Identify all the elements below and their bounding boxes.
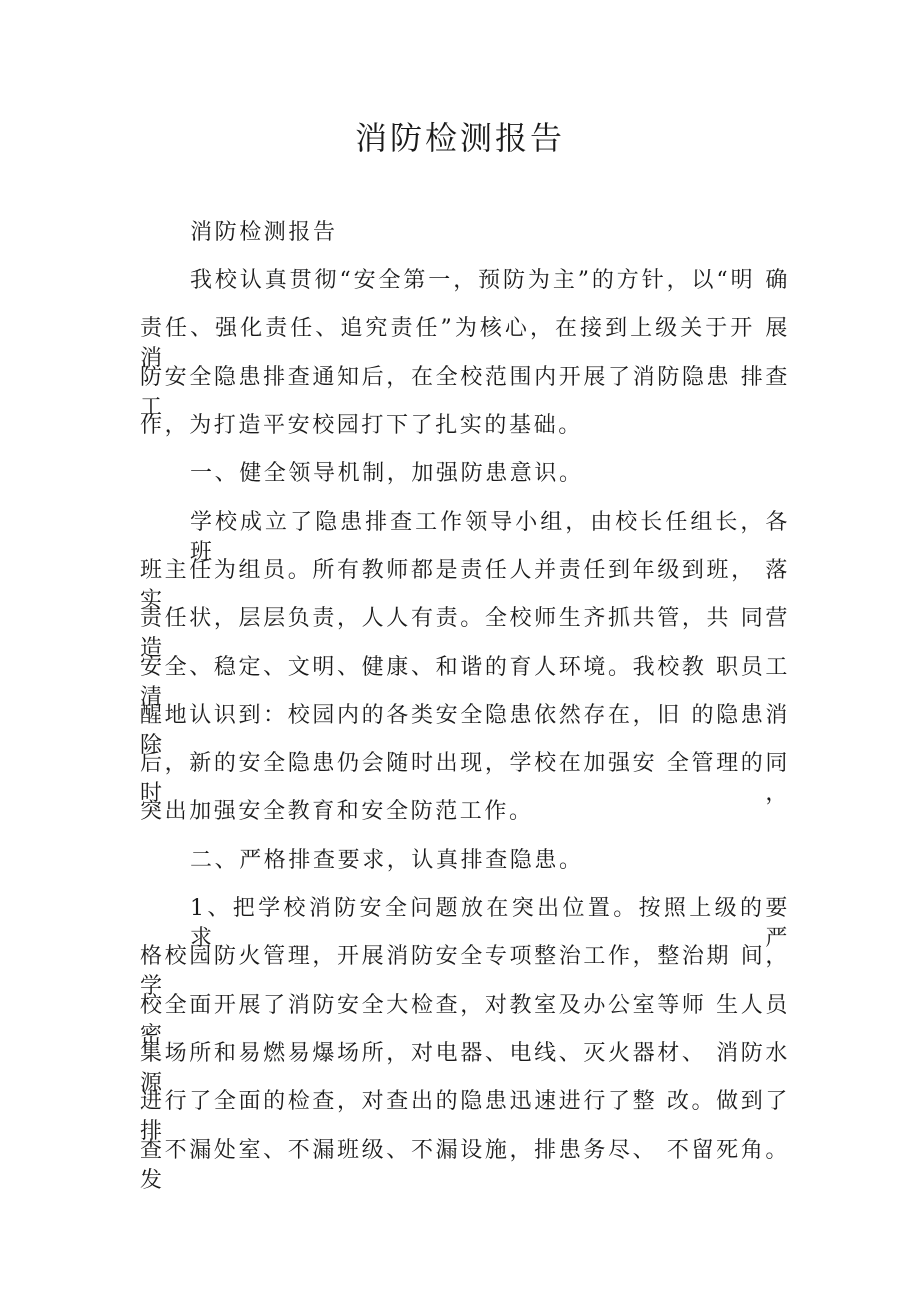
body-line: 集场所和易燃易爆场所，对电器、电线、灭火器材、 消防水源	[140, 1041, 790, 1096]
body-line: 格校园防火管理，开展消防安全专项整治工作，整治期 间，学	[140, 944, 790, 999]
body-line: 查不漏处室、不漏班级、不漏设施，排患务尽、 不留死角。发	[140, 1138, 790, 1193]
body-line: 防安全隐患排查通知后，在全校范围内开展了消防隐患 排查工	[140, 365, 790, 420]
body-line: 责任、强化责任、追究责任”为核心，在接到上级关于开 展消	[140, 316, 790, 371]
document-title: 消防检测报告	[354, 119, 565, 157]
body-line: 进行了全面的检查，对查出的隐患迅速进行了整 改。做到了排	[140, 1089, 790, 1144]
body-line: 作，为打造平安校园打下了扎实的基础。	[140, 413, 583, 438]
body-line: 学校成立了隐患排查工作领导小组，由校长任组长，各 班	[190, 510, 790, 565]
body-line: 醒地认识到：校园内的各类安全隐患依然存在，旧 的隐患消除	[140, 703, 790, 758]
section-heading: 一、健全领导机制，加强防患意识。	[190, 461, 584, 486]
subtitle-line: 消防检测报告	[190, 220, 338, 245]
body-line: 校全面开展了消防安全大检查，对教室及办公室等师 生人员密	[140, 993, 790, 1048]
body-line: 1、把学校消防安全问题放在突出位置。按照上级的要 求严	[190, 896, 790, 951]
body-line: 责任状，层层负责，人人有责。全校师生齐抓共管，共 同营造	[140, 606, 790, 661]
body-line: 后，新的安全隐患仍会随时出现，学校在加强安 全管理的同时，	[140, 751, 790, 806]
body-line: 班主任为组员。所有教师都是责任人并责任到年级到班， 落实	[140, 558, 790, 613]
body-line: 突出加强安全教育和安全防范工作。	[140, 799, 534, 824]
body-line: 安全、稳定、文明、健康、和谐的育人环境。我校教 职员工清	[140, 655, 790, 710]
section-heading: 二、严格排查要求，认真排查隐患。	[190, 848, 584, 873]
body-line: 我校认真贯彻“安全第一，预防为主”的方针，以“明 确	[190, 268, 790, 293]
